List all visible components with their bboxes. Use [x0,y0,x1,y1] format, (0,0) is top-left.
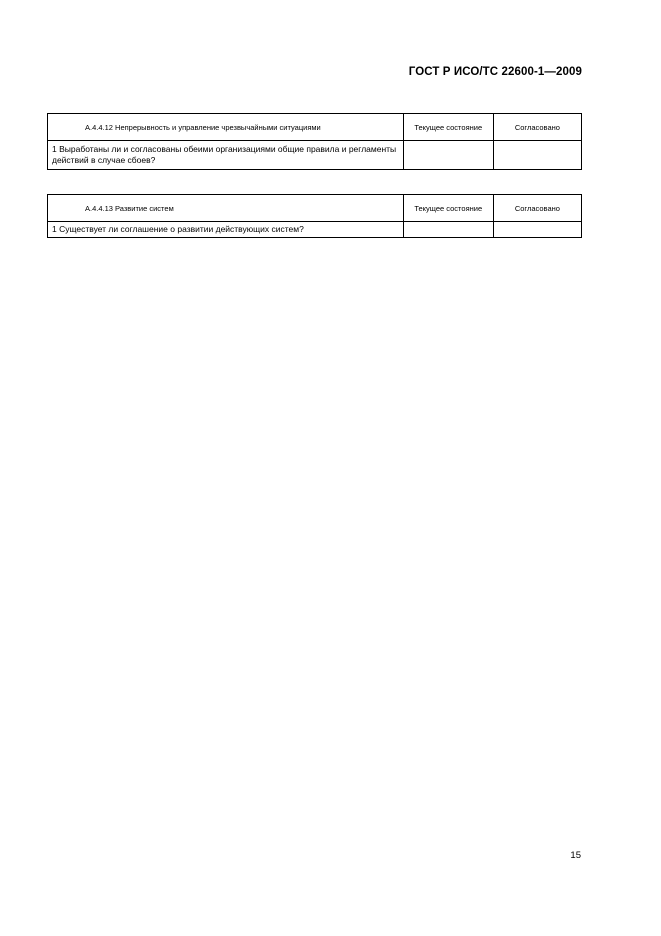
checklist-table-system-development [47,194,582,238]
table-header-row [48,195,582,222]
column-header-agreed: Согласовано [493,114,581,141]
section-title: А.4.4.12 Непрерывность и управление чрезвычайными ситуациями [48,114,404,141]
table-row [48,141,582,170]
column-header-current-state: Текущее состояние [403,114,493,141]
table-header-row [48,114,582,141]
column-header-current-state: Текущее состояние [403,195,493,222]
page-number: 15 [570,850,581,861]
column-header-agreed: Согласовано [493,195,581,222]
table-row [48,222,582,238]
checklist-table-continuity [47,113,582,170]
agreed-cell [493,222,581,238]
question-cell: 1 Существует ли соглашение о развитии действующих систем? [48,222,404,238]
question-cell: 1 Выработаны ли и согласованы обеими организациями общие правила и регламенты действий в случае сбоев? [48,141,404,170]
agreed-cell [493,141,581,170]
document-header: ГОСТ Р ИСО/ТС 22600-1—2009 [408,66,582,78]
section-title: А.4.4.13 Развитие систем [48,195,404,222]
current-state-cell [403,141,493,170]
current-state-cell [403,222,493,238]
